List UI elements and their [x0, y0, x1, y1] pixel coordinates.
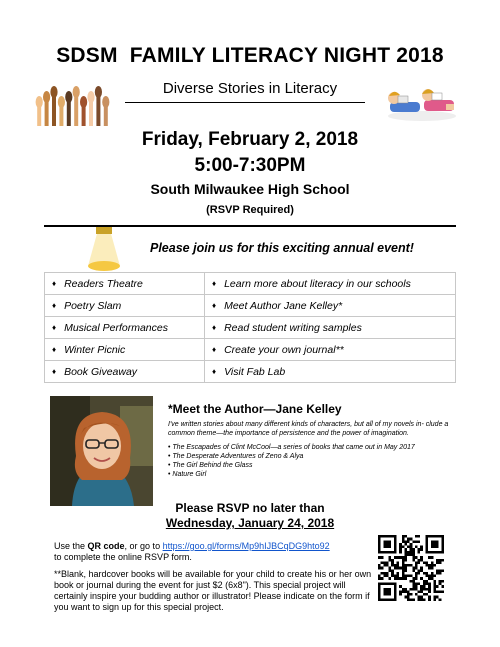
- activities-table: [44, 272, 456, 383]
- qr-code-icon[interactable]: [378, 535, 444, 601]
- activity-label: Musical Performances: [64, 321, 168, 334]
- table-row: [45, 273, 456, 295]
- author-bio: I've written stories about many different kinds of characters, but all of my novels in- clude a common theme—the importance of persistence and the power of imagination.: [168, 421, 449, 437]
- activity-label: Visit Fab Lab: [224, 365, 286, 378]
- diamond-bullet-icon: ♦: [52, 344, 57, 354]
- diamond-bullet-icon: ♦: [212, 344, 217, 354]
- divider: [125, 102, 365, 103]
- activity-cell: [45, 273, 205, 295]
- diamond-bullet-icon: ♦: [52, 278, 57, 288]
- rsvp-heading: Please RSVP no later than: [175, 501, 325, 515]
- event-time: 5:00-7:30PM: [194, 155, 306, 176]
- rsvp-form-link[interactable]: https://goo.gl/forms/Mp9hIJBCqDG9hto92: [162, 541, 330, 551]
- invitation-text: Please join us for this exciting annual event!: [150, 241, 414, 255]
- qr-text-post: to complete the online RSVP form.: [54, 552, 192, 562]
- page-title: SDSM FAMILY LITERACY NIGHT 2018: [56, 44, 444, 67]
- activity-label: Create your own journal**: [224, 343, 344, 356]
- book-list: [168, 443, 458, 479]
- spotlight-icon: [80, 226, 128, 274]
- activity-label: Read student writing samples: [224, 321, 362, 334]
- author-photo: [50, 396, 153, 506]
- activity-cell: [45, 295, 205, 317]
- activity-cell: [205, 295, 456, 317]
- diamond-bullet-icon: ♦: [52, 322, 57, 332]
- subtitle: Diverse Stories in Literacy: [162, 80, 338, 97]
- diamond-bullet-icon: ♦: [52, 300, 57, 310]
- activity-label: Poetry Slam: [64, 299, 122, 312]
- divider: [44, 225, 456, 227]
- table-row: [45, 361, 456, 383]
- activity-cell: [45, 339, 205, 361]
- activity-cell: [205, 361, 456, 383]
- diamond-bullet-icon: ♦: [212, 278, 217, 288]
- activity-label: Learn more about literacy in our schools: [224, 277, 411, 290]
- activity-cell: [205, 273, 456, 295]
- qr-instructions: [54, 541, 374, 563]
- rsvp-deadline-text: Wednesday, January 24, 2018: [165, 516, 335, 530]
- activity-cell: [205, 339, 456, 361]
- rsvp-deadline: [0, 516, 500, 530]
- qr-text-bold: QR code: [87, 541, 125, 551]
- author-heading: *Meet the Author—Jane Kelley: [168, 402, 342, 416]
- qr-text-pre: Use the: [54, 541, 88, 551]
- qr-text-mid: , or go to: [124, 541, 163, 551]
- table-row: [45, 339, 456, 361]
- diamond-bullet-icon: ♦: [212, 322, 217, 332]
- diamond-bullet-icon: ♦: [212, 366, 217, 376]
- activity-cell: [205, 317, 456, 339]
- event-date: Friday, February 2, 2018: [141, 129, 359, 150]
- list-item: • Nature Girl: [168, 470, 458, 479]
- diamond-bullet-icon: ♦: [212, 300, 217, 310]
- activity-cell: [45, 317, 205, 339]
- list-item: • The Escapades of Clint McCool—a series of books that came out in May 2017: [168, 443, 458, 452]
- diamond-bullet-icon: ♦: [52, 366, 57, 376]
- activity-label: Winter Picnic: [64, 343, 126, 356]
- activity-cell: [45, 361, 205, 383]
- list-item: • The Girl Behind the Glass: [168, 461, 458, 470]
- table-row: [45, 317, 456, 339]
- journal-note: **Blank, hardcover books will be available for your child to create his or her own book or journal during the event for just $2 (6x8"). This special project will certainly inspire your budding author or illustrator! Please indicate on the form if you want to sign up for this special project.: [54, 569, 372, 612]
- activity-label: Book Giveaway: [64, 365, 138, 378]
- rsvp-required-note: (RSVP Required): [206, 204, 294, 216]
- list-item: • The Desperate Adventures of Zeno & Alya: [168, 452, 458, 461]
- activity-label: Meet Author Jane Kelley*: [224, 299, 343, 312]
- event-venue: South Milwaukee High School: [150, 181, 350, 197]
- activity-label: Readers Theatre: [64, 277, 143, 290]
- table-row: [45, 295, 456, 317]
